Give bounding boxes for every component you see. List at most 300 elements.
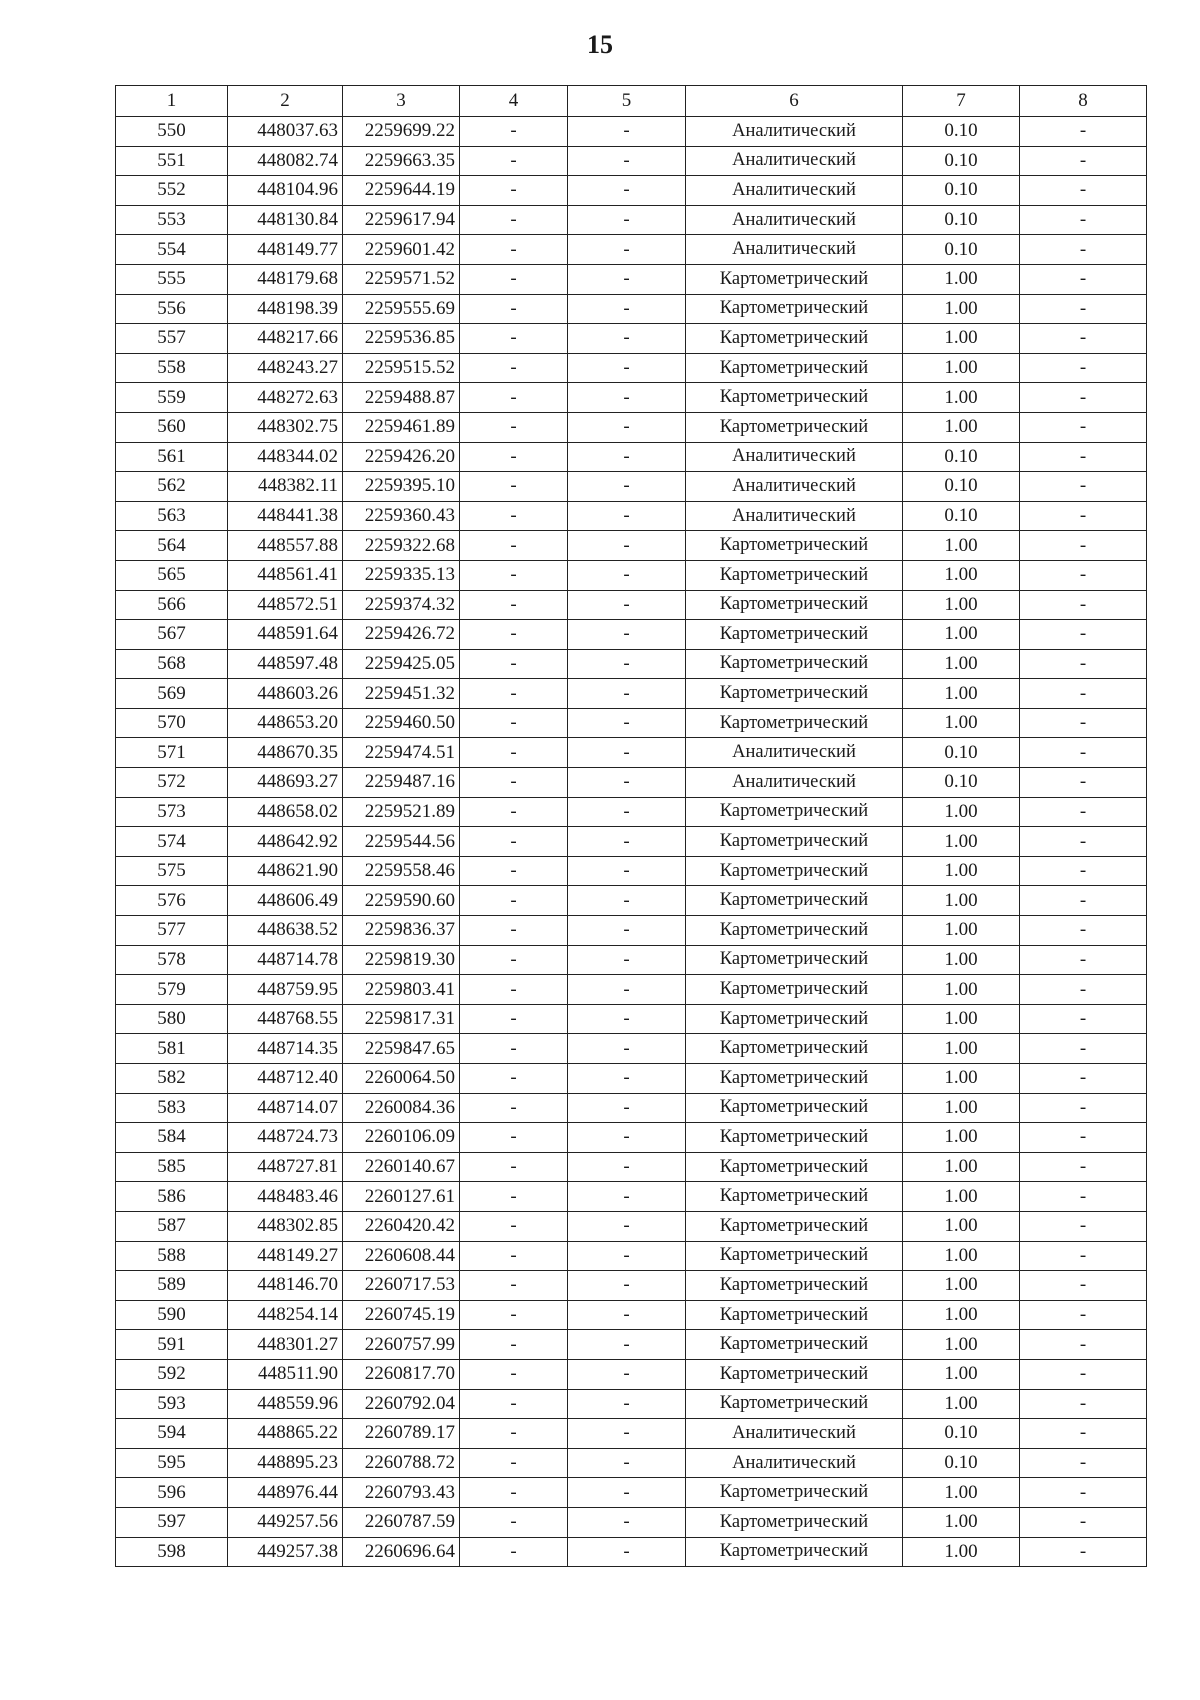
point-number-cell: 554 <box>116 235 228 265</box>
col8-cell: - <box>1020 797 1147 827</box>
table-row <box>116 1478 1147 1508</box>
col5-cell: - <box>568 590 686 620</box>
x-coordinate-cell: 448603.26 <box>228 679 343 709</box>
point-number-cell: 577 <box>116 916 228 946</box>
accuracy-cell: 1.00 <box>903 827 1020 857</box>
col5-cell: - <box>568 797 686 827</box>
col8-cell: - <box>1020 560 1147 590</box>
y-coordinate-cell: 2260817.70 <box>343 1359 460 1389</box>
table-row <box>116 1064 1147 1094</box>
method-cell: Картометрический <box>686 353 903 383</box>
table-row <box>116 472 1147 502</box>
table-row <box>116 590 1147 620</box>
col4-cell: - <box>460 1300 568 1330</box>
col5-cell: - <box>568 146 686 176</box>
col5-cell: - <box>568 1064 686 1094</box>
col4-cell: - <box>460 679 568 709</box>
accuracy-cell: 1.00 <box>903 620 1020 650</box>
col4-cell: - <box>460 1123 568 1153</box>
y-coordinate-cell: 2259617.94 <box>343 205 460 235</box>
y-coordinate-cell: 2260717.53 <box>343 1271 460 1301</box>
col4-cell: - <box>460 1507 568 1537</box>
y-coordinate-cell: 2259521.89 <box>343 797 460 827</box>
method-cell: Картометрический <box>686 294 903 324</box>
point-number-cell: 561 <box>116 442 228 472</box>
y-coordinate-cell: 2260788.72 <box>343 1448 460 1478</box>
col8-cell: - <box>1020 324 1147 354</box>
column-header: 4 <box>460 86 568 117</box>
x-coordinate-cell: 448149.77 <box>228 235 343 265</box>
point-number-cell: 578 <box>116 945 228 975</box>
y-coordinate-cell: 2259374.32 <box>343 590 460 620</box>
table-row <box>116 975 1147 1005</box>
x-coordinate-cell: 448557.88 <box>228 531 343 561</box>
col4-cell: - <box>460 117 568 147</box>
point-number-cell: 562 <box>116 472 228 502</box>
x-coordinate-cell: 448511.90 <box>228 1359 343 1389</box>
point-number-cell: 559 <box>116 383 228 413</box>
col4-cell: - <box>460 856 568 886</box>
col5-cell: - <box>568 1182 686 1212</box>
accuracy-cell: 0.10 <box>903 1419 1020 1449</box>
column-header: 1 <box>116 86 228 117</box>
col8-cell: - <box>1020 501 1147 531</box>
table-row <box>116 531 1147 561</box>
col5-cell: - <box>568 620 686 650</box>
y-coordinate-cell: 2259601.42 <box>343 235 460 265</box>
x-coordinate-cell: 448217.66 <box>228 324 343 354</box>
accuracy-cell: 0.10 <box>903 472 1020 502</box>
col5-cell: - <box>568 560 686 590</box>
col4-cell: - <box>460 1182 568 1212</box>
x-coordinate-cell: 448146.70 <box>228 1271 343 1301</box>
point-number-cell: 571 <box>116 738 228 768</box>
col8-cell: - <box>1020 679 1147 709</box>
table-row <box>116 1093 1147 1123</box>
method-cell: Картометрический <box>686 856 903 886</box>
col8-cell: - <box>1020 649 1147 679</box>
method-cell: Картометрический <box>686 886 903 916</box>
y-coordinate-cell: 2259571.52 <box>343 264 460 294</box>
method-cell: Аналитический <box>686 117 903 147</box>
col5-cell: - <box>568 205 686 235</box>
accuracy-cell: 0.10 <box>903 146 1020 176</box>
point-number-cell: 570 <box>116 708 228 738</box>
table-row <box>116 886 1147 916</box>
col4-cell: - <box>460 975 568 1005</box>
y-coordinate-cell: 2260789.17 <box>343 1419 460 1449</box>
column-header: 7 <box>903 86 1020 117</box>
accuracy-cell: 1.00 <box>903 1241 1020 1271</box>
method-cell: Аналитический <box>686 1448 903 1478</box>
x-coordinate-cell: 448714.35 <box>228 1034 343 1064</box>
y-coordinate-cell: 2260084.36 <box>343 1093 460 1123</box>
column-header: 5 <box>568 86 686 117</box>
col4-cell: - <box>460 827 568 857</box>
x-coordinate-cell: 448344.02 <box>228 442 343 472</box>
table-row <box>116 412 1147 442</box>
col4-cell: - <box>460 1093 568 1123</box>
table-row <box>116 264 1147 294</box>
col4-cell: - <box>460 1330 568 1360</box>
method-cell: Картометрический <box>686 1093 903 1123</box>
accuracy-cell: 1.00 <box>903 324 1020 354</box>
column-header: 3 <box>343 86 460 117</box>
point-number-cell: 569 <box>116 679 228 709</box>
accuracy-cell: 1.00 <box>903 975 1020 1005</box>
accuracy-cell: 1.00 <box>903 1211 1020 1241</box>
table-row <box>116 324 1147 354</box>
point-number-cell: 550 <box>116 117 228 147</box>
method-cell: Аналитический <box>686 176 903 206</box>
x-coordinate-cell: 448653.20 <box>228 708 343 738</box>
y-coordinate-cell: 2260140.67 <box>343 1152 460 1182</box>
col8-cell: - <box>1020 590 1147 620</box>
x-coordinate-cell: 448198.39 <box>228 294 343 324</box>
table-row <box>116 708 1147 738</box>
table-row <box>116 146 1147 176</box>
col4-cell: - <box>460 235 568 265</box>
col5-cell: - <box>568 383 686 413</box>
col5-cell: - <box>568 1478 686 1508</box>
col5-cell: - <box>568 1152 686 1182</box>
table-row <box>116 1241 1147 1271</box>
y-coordinate-cell: 2259555.69 <box>343 294 460 324</box>
col5-cell: - <box>568 1359 686 1389</box>
method-cell: Аналитический <box>686 738 903 768</box>
accuracy-cell: 1.00 <box>903 1478 1020 1508</box>
col4-cell: - <box>460 294 568 324</box>
x-coordinate-cell: 448621.90 <box>228 856 343 886</box>
method-cell: Картометрический <box>686 531 903 561</box>
accuracy-cell: 0.10 <box>903 501 1020 531</box>
accuracy-cell: 1.00 <box>903 353 1020 383</box>
col4-cell: - <box>460 1448 568 1478</box>
x-coordinate-cell: 448302.85 <box>228 1211 343 1241</box>
y-coordinate-cell: 2259426.72 <box>343 620 460 650</box>
x-coordinate-cell: 448658.02 <box>228 797 343 827</box>
point-number-cell: 592 <box>116 1359 228 1389</box>
table-row <box>116 294 1147 324</box>
point-number-cell: 575 <box>116 856 228 886</box>
point-number-cell: 552 <box>116 176 228 206</box>
x-coordinate-cell: 448724.73 <box>228 1123 343 1153</box>
accuracy-cell: 1.00 <box>903 1034 1020 1064</box>
method-cell: Картометрический <box>686 708 903 738</box>
col4-cell: - <box>460 146 568 176</box>
col4-cell: - <box>460 1064 568 1094</box>
point-number-cell: 567 <box>116 620 228 650</box>
table-row <box>116 1419 1147 1449</box>
table-body <box>116 117 1147 1567</box>
col8-cell: - <box>1020 827 1147 857</box>
col8-cell: - <box>1020 1330 1147 1360</box>
col8-cell: - <box>1020 531 1147 561</box>
point-number-cell: 564 <box>116 531 228 561</box>
method-cell: Аналитический <box>686 235 903 265</box>
method-cell: Картометрический <box>686 1389 903 1419</box>
method-cell: Картометрический <box>686 1330 903 1360</box>
point-number-cell: 585 <box>116 1152 228 1182</box>
x-coordinate-cell: 448037.63 <box>228 117 343 147</box>
method-cell: Картометрический <box>686 916 903 946</box>
accuracy-cell: 1.00 <box>903 1330 1020 1360</box>
method-cell: Картометрический <box>686 649 903 679</box>
col5-cell: - <box>568 1330 686 1360</box>
table-row <box>116 620 1147 650</box>
accuracy-cell: 0.10 <box>903 738 1020 768</box>
x-coordinate-cell: 448179.68 <box>228 264 343 294</box>
col5-cell: - <box>568 442 686 472</box>
table-row <box>116 1271 1147 1301</box>
point-number-cell: 590 <box>116 1300 228 1330</box>
table-row <box>116 945 1147 975</box>
col5-cell: - <box>568 856 686 886</box>
col4-cell: - <box>460 649 568 679</box>
method-cell: Картометрический <box>686 1211 903 1241</box>
accuracy-cell: 1.00 <box>903 945 1020 975</box>
table-row <box>116 1507 1147 1537</box>
table-row <box>116 501 1147 531</box>
col8-cell: - <box>1020 383 1147 413</box>
col4-cell: - <box>460 708 568 738</box>
point-number-cell: 555 <box>116 264 228 294</box>
point-number-cell: 591 <box>116 1330 228 1360</box>
accuracy-cell: 1.00 <box>903 560 1020 590</box>
point-number-cell: 579 <box>116 975 228 1005</box>
col4-cell: - <box>460 590 568 620</box>
col5-cell: - <box>568 472 686 502</box>
table-row <box>116 560 1147 590</box>
col4-cell: - <box>460 945 568 975</box>
y-coordinate-cell: 2259335.13 <box>343 560 460 590</box>
col4-cell: - <box>460 1389 568 1419</box>
y-coordinate-cell: 2259663.35 <box>343 146 460 176</box>
accuracy-cell: 1.00 <box>903 590 1020 620</box>
x-coordinate-cell: 448693.27 <box>228 768 343 798</box>
accuracy-cell: 1.00 <box>903 1123 1020 1153</box>
table-row <box>116 176 1147 206</box>
accuracy-cell: 1.00 <box>903 886 1020 916</box>
col5-cell: - <box>568 531 686 561</box>
table-row <box>116 649 1147 679</box>
col8-cell: - <box>1020 975 1147 1005</box>
method-cell: Картометрический <box>686 1034 903 1064</box>
page-number: 15 <box>587 30 613 59</box>
method-cell: Картометрический <box>686 1359 903 1389</box>
table-row <box>116 1389 1147 1419</box>
y-coordinate-cell: 2259488.87 <box>343 383 460 413</box>
method-cell: Картометрический <box>686 1182 903 1212</box>
col4-cell: - <box>460 383 568 413</box>
point-number-cell: 568 <box>116 649 228 679</box>
point-number-cell: 595 <box>116 1448 228 1478</box>
col8-cell: - <box>1020 1093 1147 1123</box>
col4-cell: - <box>460 886 568 916</box>
accuracy-cell: 0.10 <box>903 1448 1020 1478</box>
point-number-cell: 563 <box>116 501 228 531</box>
col5-cell: - <box>568 1537 686 1567</box>
y-coordinate-cell: 2259803.41 <box>343 975 460 1005</box>
table-row <box>116 1123 1147 1153</box>
x-coordinate-cell: 448254.14 <box>228 1300 343 1330</box>
x-coordinate-cell: 448895.23 <box>228 1448 343 1478</box>
point-number-cell: 551 <box>116 146 228 176</box>
x-coordinate-cell: 448865.22 <box>228 1419 343 1449</box>
col5-cell: - <box>568 738 686 768</box>
col4-cell: - <box>460 1359 568 1389</box>
col5-cell: - <box>568 501 686 531</box>
y-coordinate-cell: 2259544.56 <box>343 827 460 857</box>
y-coordinate-cell: 2260696.64 <box>343 1537 460 1567</box>
col5-cell: - <box>568 1271 686 1301</box>
method-cell: Картометрический <box>686 975 903 1005</box>
method-cell: Картометрический <box>686 560 903 590</box>
accuracy-cell: 1.00 <box>903 679 1020 709</box>
table-row <box>116 1359 1147 1389</box>
col5-cell: - <box>568 1093 686 1123</box>
x-coordinate-cell: 448638.52 <box>228 916 343 946</box>
col5-cell: - <box>568 1448 686 1478</box>
point-number-cell: 566 <box>116 590 228 620</box>
point-number-cell: 556 <box>116 294 228 324</box>
col5-cell: - <box>568 353 686 383</box>
table-row <box>116 827 1147 857</box>
point-number-cell: 576 <box>116 886 228 916</box>
x-coordinate-cell: 448727.81 <box>228 1152 343 1182</box>
method-cell: Картометрический <box>686 1478 903 1508</box>
table-row <box>116 916 1147 946</box>
col4-cell: - <box>460 205 568 235</box>
col4-cell: - <box>460 620 568 650</box>
method-cell: Картометрический <box>686 1537 903 1567</box>
y-coordinate-cell: 2260106.09 <box>343 1123 460 1153</box>
table-row <box>116 235 1147 265</box>
point-number-cell: 580 <box>116 1004 228 1034</box>
point-number-cell: 597 <box>116 1507 228 1537</box>
x-coordinate-cell: 448976.44 <box>228 1478 343 1508</box>
col8-cell: - <box>1020 1448 1147 1478</box>
table-row <box>116 1182 1147 1212</box>
col8-cell: - <box>1020 1537 1147 1567</box>
x-coordinate-cell: 448642.92 <box>228 827 343 857</box>
x-coordinate-cell: 448382.11 <box>228 472 343 502</box>
method-cell: Аналитический <box>686 442 903 472</box>
x-coordinate-cell: 448714.78 <box>228 945 343 975</box>
col4-cell: - <box>460 472 568 502</box>
accuracy-cell: 1.00 <box>903 856 1020 886</box>
col8-cell: - <box>1020 1123 1147 1153</box>
method-cell: Картометрический <box>686 1004 903 1034</box>
y-coordinate-cell: 2259425.05 <box>343 649 460 679</box>
method-cell: Картометрический <box>686 412 903 442</box>
accuracy-cell: 1.00 <box>903 1004 1020 1034</box>
column-header: 6 <box>686 86 903 117</box>
y-coordinate-cell: 2259426.20 <box>343 442 460 472</box>
accuracy-cell: 1.00 <box>903 708 1020 738</box>
x-coordinate-cell: 448130.84 <box>228 205 343 235</box>
accuracy-cell: 0.10 <box>903 442 1020 472</box>
accuracy-cell: 0.10 <box>903 176 1020 206</box>
col5-cell: - <box>568 1123 686 1153</box>
col5-cell: - <box>568 1211 686 1241</box>
method-cell: Аналитический <box>686 768 903 798</box>
table-row <box>116 353 1147 383</box>
table-header-row <box>116 86 1147 117</box>
col4-cell: - <box>460 768 568 798</box>
col8-cell: - <box>1020 945 1147 975</box>
col8-cell: - <box>1020 353 1147 383</box>
table-row <box>116 768 1147 798</box>
method-cell: Картометрический <box>686 1064 903 1094</box>
y-coordinate-cell: 2259644.19 <box>343 176 460 206</box>
y-coordinate-cell: 2259487.16 <box>343 768 460 798</box>
col5-cell: - <box>568 264 686 294</box>
col5-cell: - <box>568 1004 686 1034</box>
col8-cell: - <box>1020 1064 1147 1094</box>
accuracy-cell: 1.00 <box>903 531 1020 561</box>
column-header: 8 <box>1020 86 1147 117</box>
method-cell: Картометрический <box>686 1152 903 1182</box>
x-coordinate-cell: 448243.27 <box>228 353 343 383</box>
col5-cell: - <box>568 1300 686 1330</box>
x-coordinate-cell: 448104.96 <box>228 176 343 206</box>
col8-cell: - <box>1020 1271 1147 1301</box>
col8-cell: - <box>1020 916 1147 946</box>
y-coordinate-cell: 2259836.37 <box>343 916 460 946</box>
col8-cell: - <box>1020 886 1147 916</box>
y-coordinate-cell: 2260757.99 <box>343 1330 460 1360</box>
col8-cell: - <box>1020 620 1147 650</box>
accuracy-cell: 1.00 <box>903 1389 1020 1419</box>
point-number-cell: 581 <box>116 1034 228 1064</box>
accuracy-cell: 1.00 <box>903 412 1020 442</box>
x-coordinate-cell: 448301.27 <box>228 1330 343 1360</box>
method-cell: Картометрический <box>686 620 903 650</box>
table-row <box>116 1034 1147 1064</box>
accuracy-cell: 1.00 <box>903 1064 1020 1094</box>
method-cell: Картометрический <box>686 1241 903 1271</box>
accuracy-cell: 1.00 <box>903 1537 1020 1567</box>
col8-cell: - <box>1020 117 1147 147</box>
x-coordinate-cell: 448441.38 <box>228 501 343 531</box>
col5-cell: - <box>568 412 686 442</box>
col8-cell: - <box>1020 1389 1147 1419</box>
col8-cell: - <box>1020 412 1147 442</box>
table-row <box>116 679 1147 709</box>
accuracy-cell: 1.00 <box>903 1507 1020 1537</box>
point-number-cell: 582 <box>116 1064 228 1094</box>
x-coordinate-cell: 448670.35 <box>228 738 343 768</box>
y-coordinate-cell: 2259819.30 <box>343 945 460 975</box>
x-coordinate-cell: 448597.48 <box>228 649 343 679</box>
table-row <box>116 1152 1147 1182</box>
accuracy-cell: 1.00 <box>903 264 1020 294</box>
col8-cell: - <box>1020 1004 1147 1034</box>
accuracy-cell: 0.10 <box>903 768 1020 798</box>
accuracy-cell: 1.00 <box>903 1152 1020 1182</box>
col8-cell: - <box>1020 294 1147 324</box>
y-coordinate-cell: 2260792.04 <box>343 1389 460 1419</box>
point-number-cell: 594 <box>116 1419 228 1449</box>
col4-cell: - <box>460 531 568 561</box>
col4-cell: - <box>460 176 568 206</box>
col4-cell: - <box>460 797 568 827</box>
col5-cell: - <box>568 1419 686 1449</box>
method-cell: Аналитический <box>686 501 903 531</box>
table-row <box>116 383 1147 413</box>
col5-cell: - <box>568 294 686 324</box>
